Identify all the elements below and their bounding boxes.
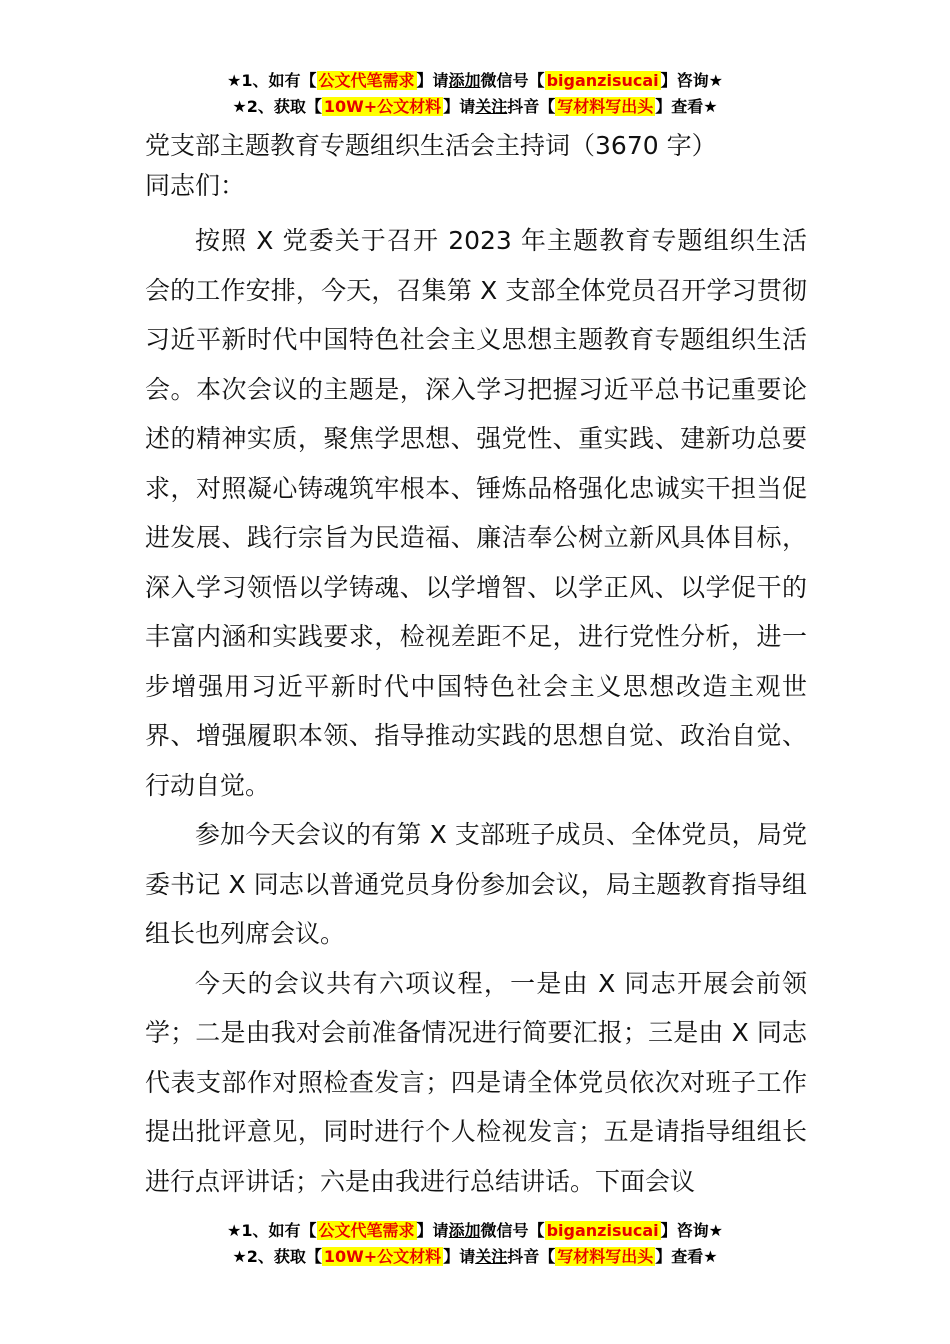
header-banner: [0, 68, 950, 120]
banner-highlight-materials: 10W+公文材料: [323, 97, 442, 116]
footer-highlight-service: 公文代笔需求: [318, 1221, 415, 1240]
footer-line-2: ★2、获取【 10W+公文材料 】请关注抖音【 写材料写出头 】查看★: [232, 1247, 718, 1266]
greeting: 同志们：: [145, 171, 246, 200]
footer-highlight-wechat-id: biganzisucai: [546, 1221, 659, 1240]
footer-highlight-douyin: 写材料写出头: [557, 1247, 654, 1266]
banner-line-2: ★2、获取【 10W+公文材料 】请关注抖音【 写材料写出头 】查看★: [232, 97, 718, 116]
banner-highlight-service: 公文代笔需求: [318, 71, 415, 90]
document-body: [145, 126, 807, 1206]
banner-highlight-wechat-id: biganzisucai: [546, 71, 659, 90]
footer-line-1: ★1、如有【 公文代笔需求 】请添加微信号【 biganzisucai 】咨询★: [227, 1221, 723, 1240]
document-title: 党支部主题教育专题组织生活会主持词（3670 字）: [145, 131, 717, 160]
paragraph-2: 参加今天会议的有第 X 支部班子成员、全体党员，局党委书记 X 同志以普通党员身份参加会议，局主题教育指导组组长也列席会议。: [145, 820, 807, 948]
paragraph-1: 按照 X 党委关于召开 2023 年主题教育专题组织生活会的工作安排，今天，召集第 X 支部全体党员召开学习贯彻习近平新时代中国特色社会主义思想主题教育专题组织生活会。本次会议的主题是，深入学习把握习近平总书记重要论述的精神实质，聚焦学思想、强党性、重实践、建新功总要求，对照凝心铸魂筑牢根本、锤炼品格强化忠诚实干担当促进发展、践行宗旨为民造福、廉洁奉公树立新风具体目标，深入学习领悟以学铸魂、以学增智、以学正风、以学促干的丰富内涵和实践要求，检视差距不足，进行党性分析，进一步增强用习近平新时代中国特色社会主义思想改造主观世界、增强履职本领、指导推动实践的思想自觉、政治自觉、行动自觉。: [145, 226, 807, 800]
banner-line-1: ★1、如有【 公文代笔需求 】请添加微信号【 biganzisucai 】咨询★: [227, 71, 723, 90]
banner-highlight-douyin: 写材料写出头: [557, 97, 654, 116]
footer-highlight-materials: 10W+公文材料: [323, 1247, 442, 1266]
footer-banner: [0, 1218, 950, 1270]
paragraph-3: 今天的会议共有六项议程，一是由 X 同志开展会前领学；二是由我对会前准备情况进行简要汇报；三是由 X 同志代表支部作对照检查发言；四是请全体党员依次对班子工作提出批评意见，同时进行个人检视发言；五是请指导组组长进行点评讲话；六是由我进行总结讲话。下面会议: [145, 968, 807, 1196]
